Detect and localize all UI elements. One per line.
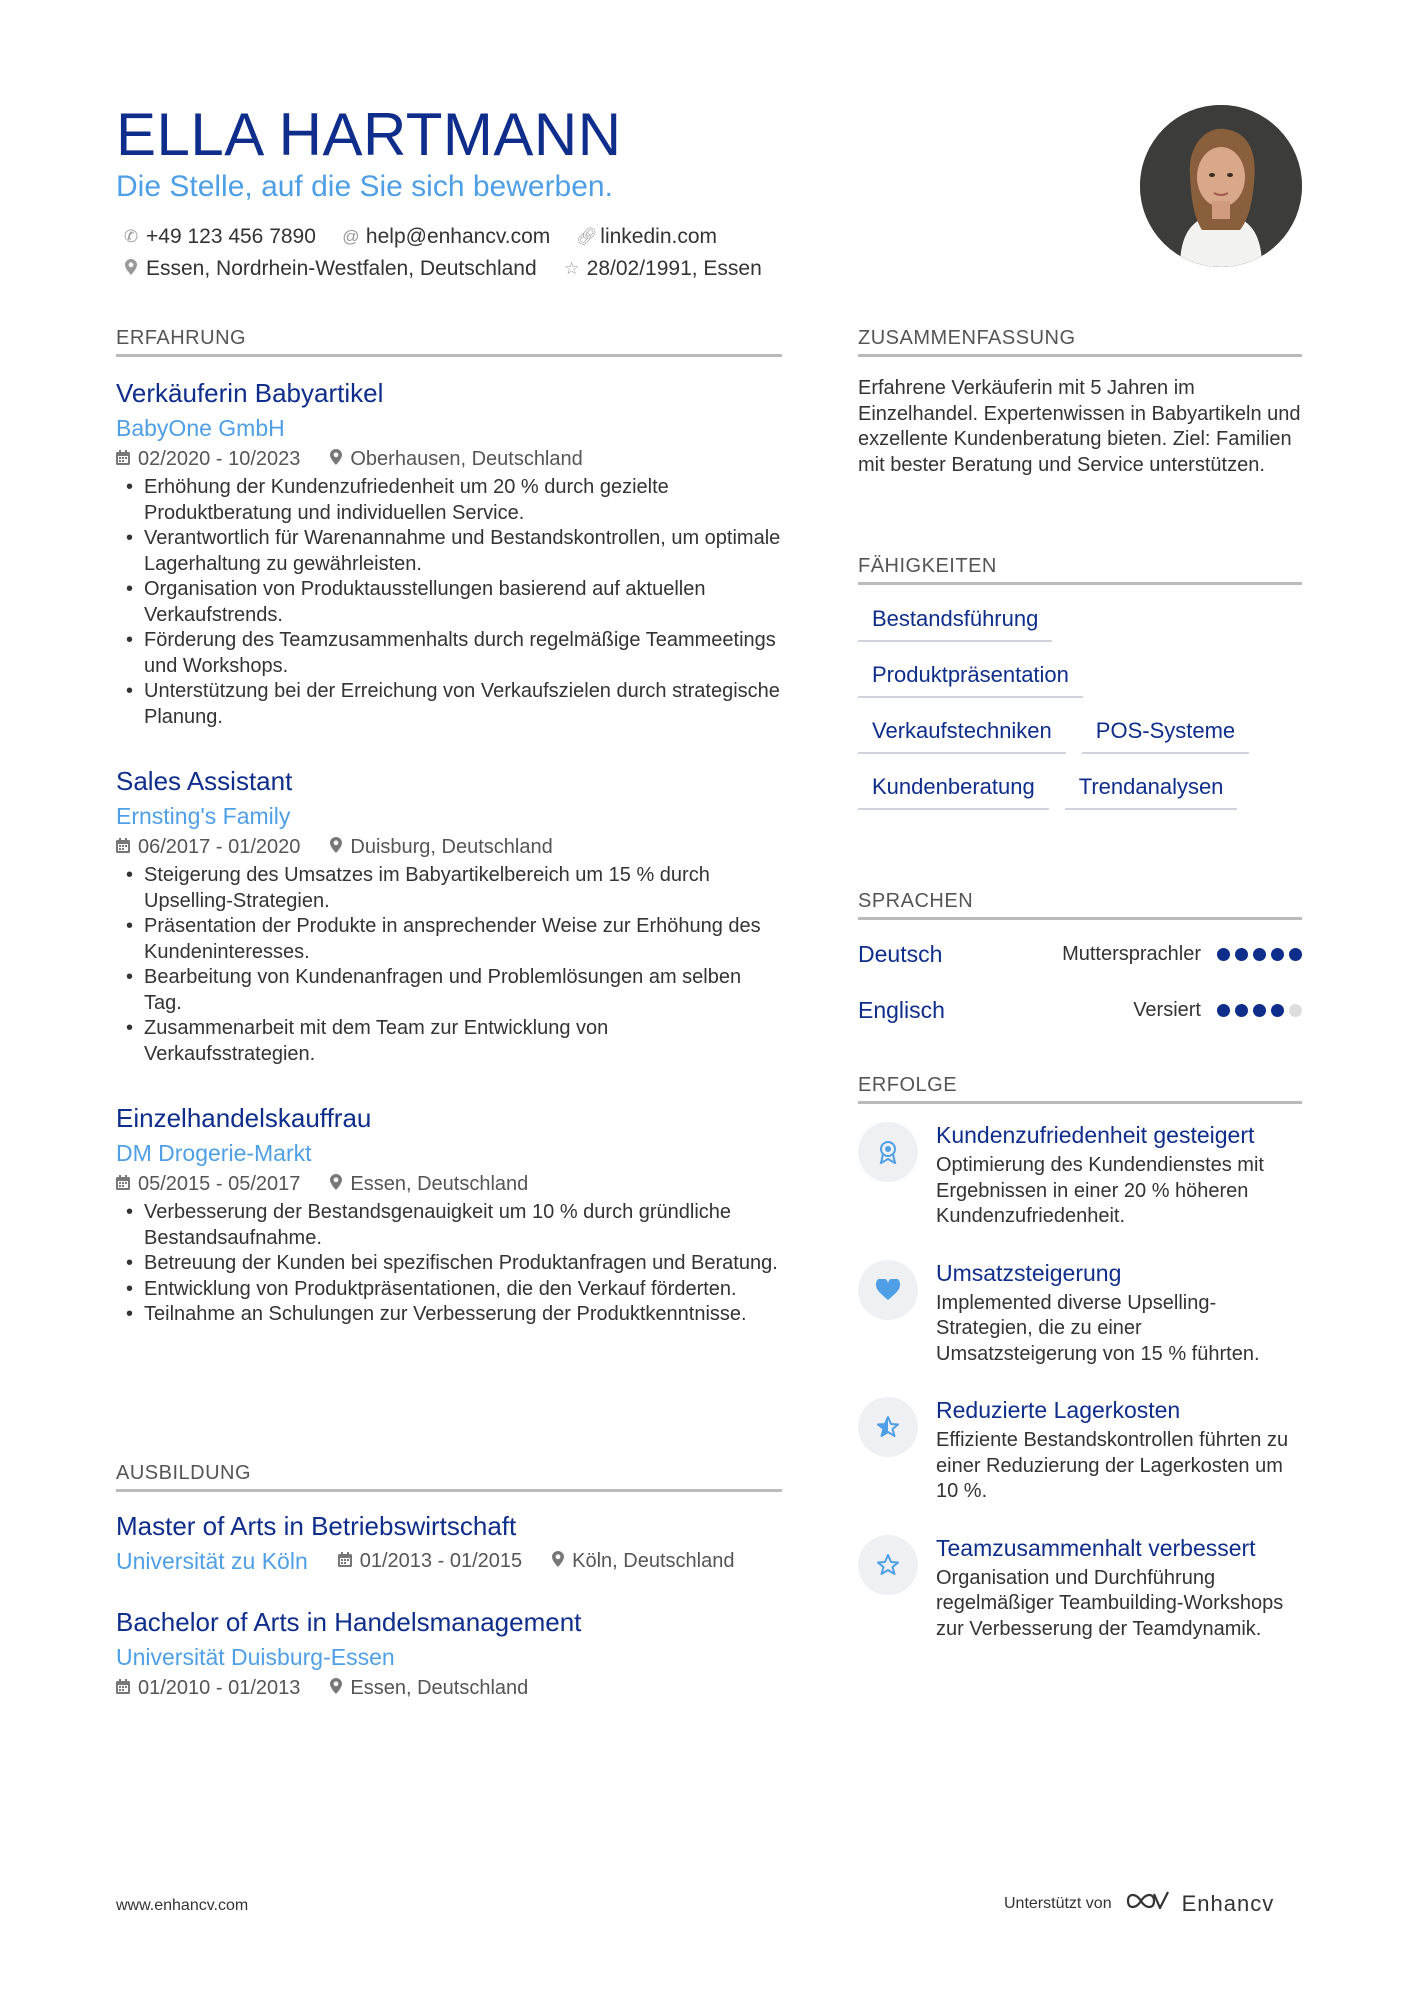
job-location <box>330 1173 528 1196</box>
avatar <box>1140 105 1302 267</box>
education-location <box>552 1550 734 1573</box>
birth-text: 28/02/1991, Essen <box>586 257 762 280</box>
location-pin-icon <box>552 1551 564 1572</box>
experience-item <box>116 378 782 730</box>
achievement-desc: Implemented diverse Upselling-Strategien, die zu einer Umsatzsteigerung von 15 % führten. <box>936 1291 1260 1365</box>
skills-row <box>858 656 1302 698</box>
bullet-item: • Zusammenarbeit mit dem Team zur Entwicklung von Verkaufsstrategien. <box>116 1016 782 1067</box>
language-item <box>858 926 1302 982</box>
education-item <box>116 1607 782 1700</box>
contact-location <box>122 257 537 281</box>
linkedin-text: linkedin.com <box>600 225 718 248</box>
at-icon: @ <box>342 227 360 246</box>
job-subtitle: Die Stelle, auf die Sie sich bewerben. <box>116 170 613 203</box>
star-half-icon <box>858 1397 918 1457</box>
bullet-item: • Unterstützung bei der Erreichung von Verkaufszielen durch strategische Planung. <box>116 679 782 730</box>
location-text: Duisburg, Deutschland <box>350 836 553 858</box>
achievement-body <box>936 1535 1302 1643</box>
phone-icon: ✆ <box>123 227 139 246</box>
bullet-item: • Entwicklung von Produktpräsentationen, die den Verkauf förderten. <box>116 1277 782 1303</box>
calendar-icon <box>116 1679 130 1699</box>
experience-item <box>116 766 782 1067</box>
job-dates <box>116 448 300 471</box>
proficiency-dot-filled <box>1289 948 1302 961</box>
education-location <box>330 1677 528 1700</box>
footer-powered-text: Unterstützt von <box>1004 1894 1112 1912</box>
contact-email[interactable] <box>342 225 550 249</box>
calendar-icon <box>116 450 130 470</box>
achievement-title: Teamzusammenhalt verbessert <box>936 1534 1256 1561</box>
location-text: Oberhausen, Deutschland <box>350 448 583 470</box>
education-item <box>116 1511 782 1575</box>
link-icon: 🔗︎ <box>576 227 598 246</box>
award-icon <box>858 1122 918 1182</box>
job-dates <box>116 836 300 859</box>
language-level: Versiert <box>1133 998 1201 1021</box>
bullet-item: • Förderung des Teamzusammenhalts durch regelmäßige Teammeetings und Workshops. <box>116 628 782 679</box>
footer-website[interactable]: www.enhancv.com <box>116 1897 249 1914</box>
proficiency-dot-empty <box>1289 1004 1302 1017</box>
company-name[interactable]: BabyOne GmbH <box>116 415 285 441</box>
proficiency-dot-filled <box>1271 948 1284 961</box>
location-text: Köln, Deutschland <box>572 1550 735 1572</box>
job-title: Einzelhandelskauffrau <box>116 1103 372 1133</box>
contact-phone <box>122 225 316 249</box>
language-level: Muttersprachler <box>1062 942 1201 965</box>
achievement-title: Kundenzufriedenheit gesteigert <box>936 1122 1255 1148</box>
contact-row-1 <box>122 225 717 249</box>
skill-tag: Kundenberatung <box>858 768 1049 810</box>
skill-tag: Trendanalysen <box>1065 768 1238 810</box>
job-bullets <box>116 475 782 730</box>
footer-branding <box>1004 1888 1274 1919</box>
achievement-item <box>858 1535 1302 1643</box>
achievement-desc: Effiziente Bestandskontrollen führten zu einer Reduzierung der Lagerkosten um 10 %. <box>936 1429 1289 1502</box>
education-meta <box>116 1677 782 1700</box>
proficiency-dot-filled <box>1253 948 1266 961</box>
contact-row-2 <box>122 257 762 281</box>
achievement-desc: Optimierung des Kundendienstes mit Ergebnissen in einer 20 % höheren Kundenzufriedenheit. <box>936 1154 1264 1227</box>
section-title-languages: SPRACHEN <box>858 890 1302 920</box>
degree-title: Bachelor of Arts in Handelsmanagement <box>116 1607 582 1637</box>
contact-linkedin[interactable] <box>576 225 717 249</box>
heart-icon <box>858 1260 918 1320</box>
section-title-experience: ERFAHRUNG <box>116 327 782 357</box>
proficiency-dots <box>1217 1004 1302 1017</box>
star-icon: ☆ <box>564 259 580 278</box>
location-pin-icon <box>330 1678 342 1699</box>
calendar-icon <box>116 1175 130 1195</box>
bullet-item: • Teilnahme an Schulungen zur Verbesserung der Produktkenntnisse. <box>116 1302 782 1328</box>
achievement-title: Reduzierte Lagerkosten <box>936 1397 1181 1423</box>
contact-birth <box>563 257 762 281</box>
school-name[interactable]: Universität Duisburg-Essen <box>116 1644 395 1670</box>
skill-tag: POS-Systeme <box>1082 712 1249 754</box>
skill-tag: Bestandsführung <box>858 600 1052 642</box>
star-icon <box>858 1535 918 1595</box>
achievement-body <box>936 1397 1302 1505</box>
dates-text: 02/2020 - 10/2023 <box>138 448 301 470</box>
job-dates <box>116 1173 300 1196</box>
degree-title: Master of Arts in Betriebswirtschaft <box>116 1511 517 1541</box>
enhancv-logo-icon <box>1124 1888 1170 1919</box>
skills-row <box>858 712 1302 754</box>
calendar-icon <box>338 1552 352 1572</box>
job-location <box>330 448 582 471</box>
candidate-name: ELLA HARTMANN <box>116 101 622 168</box>
achievement-desc: Organisation und Durchführung regelmäßiger Teambuilding-Workshops zur Verbesserung der Teamdynamik. <box>936 1566 1284 1640</box>
bullet-item: • Verbesserung der Bestandsgenauigkeit um 10 % durch gründliche Bestandsaufnahme. <box>116 1200 782 1251</box>
location-pin-icon <box>330 449 342 470</box>
experience-item <box>116 1103 782 1328</box>
skill-tag: Produktpräsentation <box>858 656 1083 698</box>
proficiency-dots <box>1217 948 1302 961</box>
footer-brand-name: Enhancv <box>1181 1890 1275 1916</box>
dates-text: 01/2010 - 01/2013 <box>138 1677 301 1699</box>
achievement-item <box>858 1260 1302 1368</box>
achievement-item <box>858 1122 1302 1230</box>
section-title-skills: FÄHIGKEITEN <box>858 555 1302 585</box>
dates-text: 05/2015 - 05/2017 <box>138 1173 301 1195</box>
calendar-icon <box>116 838 130 858</box>
section-title-summary: ZUSAMMENFASSUNG <box>858 327 1302 357</box>
bullet-item: • Präsentation der Produkte in ansprechender Weise zur Erhöhung des Kundeninteresses. <box>116 914 782 965</box>
achievements-list <box>858 1122 1302 1672</box>
job-bullets <box>116 863 782 1067</box>
language-name: Deutsch <box>858 940 943 967</box>
education-dates <box>338 1550 522 1573</box>
job-meta <box>116 448 782 471</box>
language-item <box>858 982 1302 1038</box>
education-meta <box>116 1548 782 1575</box>
job-meta <box>116 1173 782 1196</box>
proficiency-dot-filled <box>1235 1004 1248 1017</box>
education-dates <box>116 1677 300 1700</box>
proficiency-dot-filled <box>1271 1004 1284 1017</box>
achievement-body <box>936 1122 1302 1230</box>
dates-text: 06/2017 - 01/2020 <box>138 836 301 858</box>
bullet-item: • Betreuung der Kunden bei spezifischen Produktanfragen und Beratung. <box>116 1251 782 1277</box>
bullet-item: • Verantwortlich für Warenannahme und Bestandskontrollen, um optimale Lagerhaltung zu gewährleisten. <box>116 526 782 577</box>
bullet-item: • Organisation von Produktausstellungen basierend auf aktuellen Verkaufstrends. <box>116 577 782 628</box>
email-text: help@enhancv.com <box>365 225 551 248</box>
location-pin-icon <box>330 1174 342 1195</box>
location-pin-icon <box>122 259 140 280</box>
dates-text: 01/2013 - 01/2015 <box>359 1550 523 1572</box>
achievement-title: Umsatzsteigerung <box>936 1259 1122 1286</box>
school-name[interactable]: Universität zu Köln <box>116 1548 308 1574</box>
proficiency-dot-filled <box>1217 1004 1230 1017</box>
location-pin-icon <box>330 837 342 858</box>
bullet-item: • Steigerung des Umsatzes im Babyartikelbereich um 15 % durch Upselling-Strategien. <box>116 863 782 914</box>
bullet-item: • Bearbeitung von Kundenanfragen und Problemlösungen am selben Tag. <box>116 965 782 1016</box>
proficiency-dot-filled <box>1253 1004 1266 1017</box>
location-text: Essen, Deutschland <box>350 1173 529 1195</box>
bullet-item: • Erhöhung der Kundenzufriedenheit um 20 % durch gezielte Produktberatung und individuellen Service. <box>116 475 782 526</box>
job-title: Sales Assistant <box>116 766 293 796</box>
proficiency-dot-filled <box>1235 948 1248 961</box>
section-title-achievements: ERFOLGE <box>858 1074 1302 1104</box>
section-title-education: AUSBILDUNG <box>116 1462 782 1492</box>
languages-list <box>858 926 1302 1038</box>
summary-text: Erfahrene Verkäuferin mit 5 Jahren im Einzelhandel. Expertenwissen in Babyartikeln und exzellente Kundenberatung bieten. Ziel: Familien mit bester Beratung und Service unterstützen. <box>858 377 1301 476</box>
job-location <box>330 836 552 859</box>
company-name[interactable]: Ernsting's Family <box>116 803 291 829</box>
job-meta <box>116 836 782 859</box>
achievement-body <box>936 1260 1302 1368</box>
language-name: Englisch <box>858 996 945 1023</box>
skills-row <box>858 768 1302 810</box>
skill-tag: Verkaufstechniken <box>858 712 1066 754</box>
skills-row <box>858 600 1302 642</box>
location-text: Essen, Deutschland <box>350 1677 529 1699</box>
company-name[interactable]: DM Drogerie-Markt <box>116 1140 312 1166</box>
achievement-item <box>858 1397 1302 1505</box>
phone-text: +49 123 456 7890 <box>146 225 316 248</box>
job-bullets <box>116 1200 782 1328</box>
job-title: Verkäuferin Babyartikel <box>116 378 384 408</box>
location-text: Essen, Nordrhein-Westfalen, Deutschland <box>146 257 537 280</box>
skills-list <box>858 600 1302 824</box>
proficiency-dot-filled <box>1217 948 1230 961</box>
